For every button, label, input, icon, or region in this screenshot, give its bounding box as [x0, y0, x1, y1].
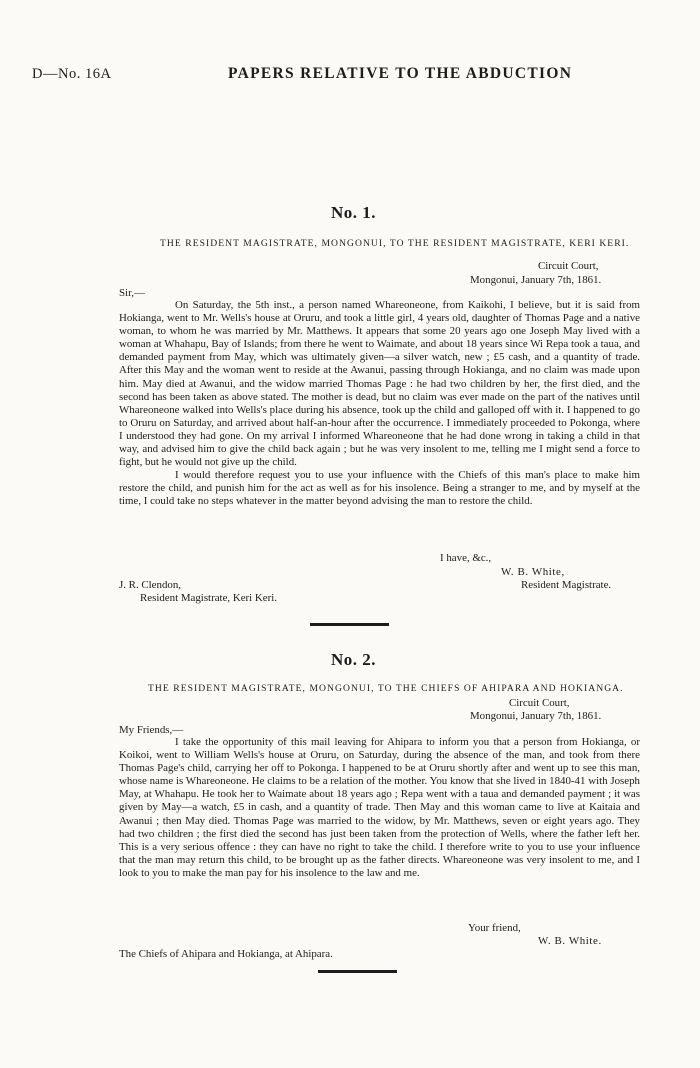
letter-2-location-line2: Mongonui, January 7th, 1861. [470, 710, 602, 722]
page-reference: D—No. 16A [32, 66, 112, 82]
letter-1-location-line2: Mongonui, January 7th, 1861. [470, 274, 602, 286]
section-divider [318, 970, 397, 973]
letter-2-addressee: The Chiefs of Ahipara and Hokianga, at Ahipara. [119, 948, 333, 960]
letter-2-number: No. 2. [331, 650, 377, 669]
letter-2-heading: THE RESIDENT MAGISTRATE, MONGONUI, TO THE CHIEFS OF AHIPARA AND HOKIANGA. [148, 683, 624, 694]
letter-1-salutation: Sir,— [119, 287, 145, 299]
letter-2-signature: W. B. White. [538, 935, 602, 947]
letter-1-signature: W. B. White, [501, 566, 565, 578]
letter-1-paragraph: I would therefore request you to use your influence with the Chiefs of this man's place to make him restore the child, and punish him for the act as well as for his insolence. Being a stranger to me, and by myself at the time, I could take no steps whatever in the matter beyond advising the man to restore the child. [119, 469, 640, 508]
letter-1-paragraph: On Saturday, the 5th inst., a person named Whareoneone, from Kaikohi, I believe, but it is said from Hokianga, went to Mr. Wells's house at Oruru, and took a little girl, 4 years old, daughter of Thomas Page and a native woman, to whom he was married by Mr. Matthews. It appears that some 20 years ago one Joseph May lived with a woman at Whahapu, Bay of Islands; from there he went to Waimate, and about 18 years since Wi Repa took a taua, and demanded payment from May, which was ultimately given—a silver watch, new ; £5 cash, and a quantity of trade. After this May and the woman went to reside at the Awanui, passing through Hokianga, and no claim was made upon him. May died at Awanui, and the widow married Thomas Page : he had two children by her, the first died, and the second has been taken as above stated. The mother is dead, but no claim was ever made on the part of the natives until Whareoneone walked into Wells's place during his absence, took up the child and galloped off with it. I happened to go to Oruru on Saturday, and arrived about half-an-hour after the occurrence. I immediately proceeded to Pokonga, where I understood they had gone. On my arrival I informed Whareoneone that he had done wrong in taking a child in that way, and advised him to give the child back again ; but he was very insolent to me, telling me I might send a force to fight, but he would not give up the child. [119, 299, 640, 469]
letter-1-location-line1: Circuit Court, [538, 260, 599, 272]
section-divider [310, 623, 389, 626]
letter-1-heading: THE RESIDENT MAGISTRATE, MONGONUI, TO THE RESIDENT MAGISTRATE, KERI KERI. [160, 238, 630, 249]
letter-2-paragraph: I take the opportunity of this mail leaving for Ahipara to inform you that a person from Hokianga, or Koikoi, went to William Wells's house at Oruru, on Saturday, during the absence of the man, and took from there Thomas Page's child, carrying her off to Pokonga. I happened to be at Oruru shortly after and went up to see this man, whose name is Whareoneone. He claims to be a relation of the mother. You know that she lived in 1840-41 with Joseph May, at Whahapu. He took her to Waimate about 18 years ago ; Repa went with a taua and demanded payment ; it was given by May—a watch, £5 in cash, and a quantity of trade. Then May and this woman came to live at Kaitaia and Awanui ; then May died. Thomas Page was married to the widow, by Mr. Matthews, seven or eight years ago. They had two children ; the first died the second has just been taken from the protection of Wells, where the father left her. This is a very serious offence : they can have no right to take the child. I therefore write to you to use your influence that the man may return this child, to be brought up as the father directs. Whareoneone was very insolent to me, and I look to you to make the man pay for his insolence to the law and me. [119, 736, 640, 879]
letter-1-addressee: J. R. Clendon, [119, 579, 182, 591]
letter-2-location-line1: Circuit Court, [509, 697, 570, 709]
letter-1-addressee-title: Resident Magistrate, Keri Keri. [140, 592, 277, 604]
letter-2-salutation: My Friends,— [119, 724, 184, 736]
letter-1-body [119, 299, 640, 509]
letter-1-signature-title: Resident Magistrate. [521, 579, 612, 591]
letter-2-closing: Your friend, [468, 922, 521, 934]
letter-2-body [119, 736, 640, 880]
letter-1-number: No. 1. [331, 203, 377, 222]
running-title: PAPERS RELATIVE TO THE ABDUCTION [228, 65, 573, 82]
letter-1-closing: I have, &c., [440, 552, 492, 564]
